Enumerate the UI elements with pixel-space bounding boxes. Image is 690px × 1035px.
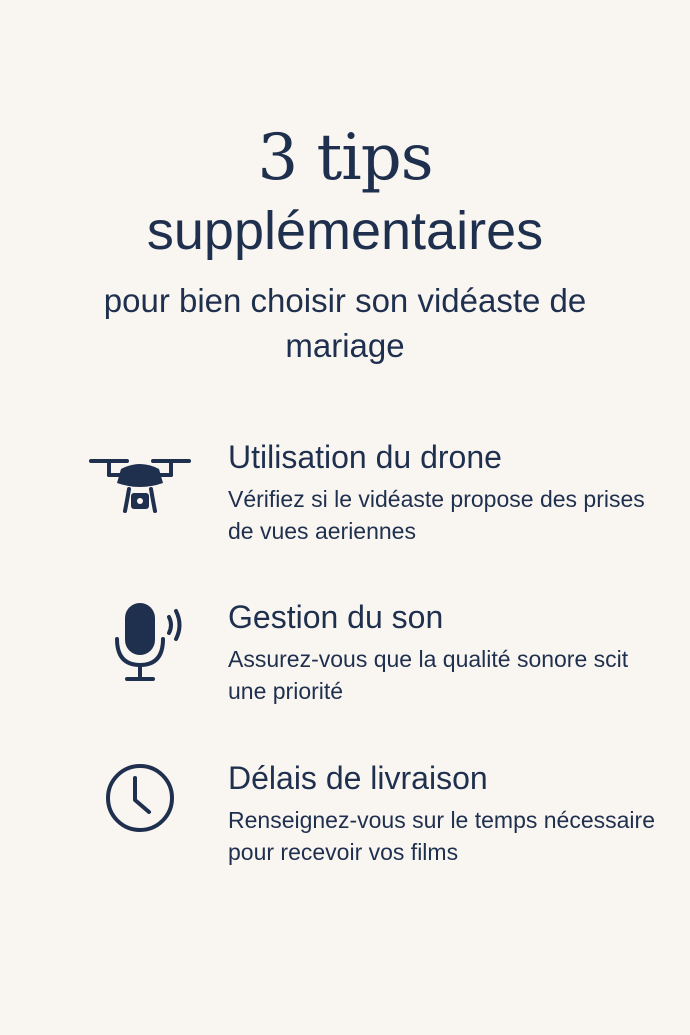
tip-description: Vérifiez si le vidéaste propose des prises de vues aeriennes xyxy=(228,486,645,544)
tip-title: Gestion du son xyxy=(228,599,444,635)
drone-icon xyxy=(85,445,195,545)
tip-item-delivery xyxy=(0,758,690,888)
tip-description: Renseignez-vous sur le temps nécessaire pour recevoir vos films xyxy=(228,807,655,865)
tip-description: Assurez-vous que la qualité sonore scit une priorité xyxy=(228,646,629,704)
tip-title: Délais de livraison xyxy=(228,760,488,796)
page-title-secondary: supplémentaires xyxy=(146,201,544,261)
microphone-icon xyxy=(85,599,195,699)
clock-icon xyxy=(85,758,195,858)
tip-title: Utilisation du drone xyxy=(228,439,502,475)
tip-item-sound xyxy=(0,597,690,727)
tip-item-drone xyxy=(0,437,690,567)
page-subtitle: pour bien choisir son vidéaste de mariage xyxy=(103,282,587,364)
page-title-main: 3 tips xyxy=(257,121,433,195)
